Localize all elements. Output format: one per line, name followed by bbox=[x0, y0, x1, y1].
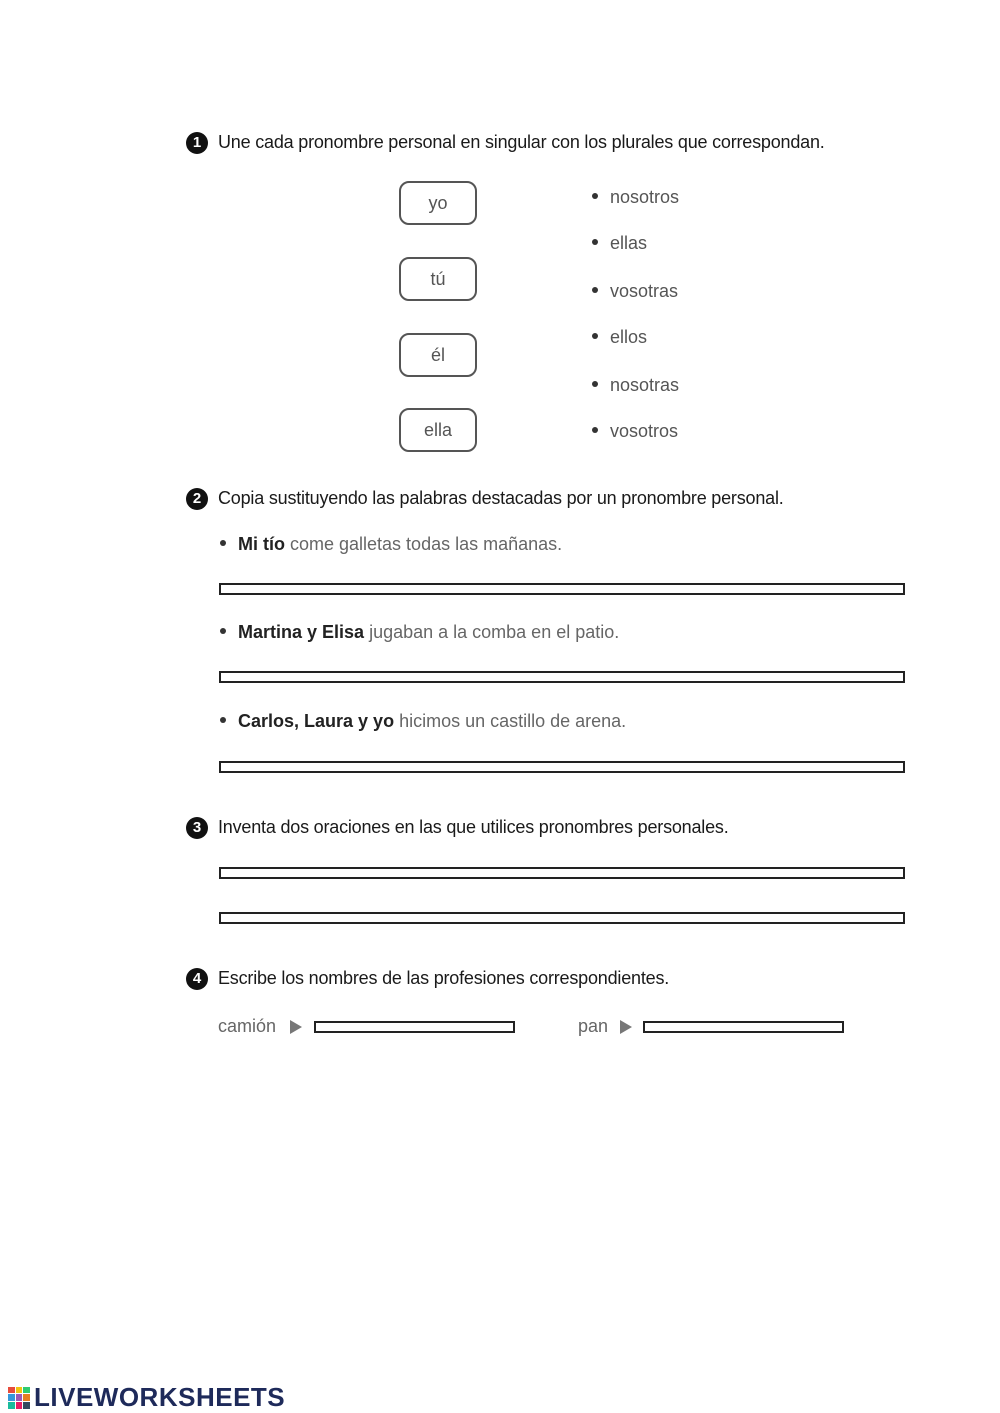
sentence-item bbox=[220, 534, 562, 555]
plural-option[interactable] bbox=[592, 421, 678, 442]
plural-option[interactable] bbox=[592, 233, 647, 254]
logo-square bbox=[8, 1402, 15, 1409]
pronoun-box-tu[interactable]: tú bbox=[399, 257, 477, 301]
logo-square bbox=[23, 1394, 30, 1401]
plural-option[interactable] bbox=[592, 327, 647, 348]
bullet-icon bbox=[592, 427, 598, 433]
exercise-4-number: 4 bbox=[186, 968, 208, 990]
sentence-rest: hicimos un castillo de arena. bbox=[394, 711, 627, 731]
plural-option-label: nosotros bbox=[610, 187, 680, 207]
highlighted-words: Mi tío bbox=[238, 534, 285, 554]
highlighted-words: Carlos, Laura y yo bbox=[238, 711, 395, 731]
logo-square bbox=[16, 1402, 23, 1409]
logo-icon bbox=[8, 1387, 30, 1409]
profession-word: pan bbox=[578, 1016, 609, 1036]
bullet-icon bbox=[592, 381, 598, 387]
bullet-icon bbox=[220, 628, 226, 634]
answer-field[interactable] bbox=[219, 761, 905, 773]
plural-option[interactable] bbox=[592, 375, 679, 396]
footer-logo[interactable] bbox=[8, 1382, 285, 1413]
exercise-4-heading: Escribe los nombres de las profesiones correspondientes. bbox=[218, 968, 670, 988]
bullet-icon bbox=[220, 540, 226, 546]
arrow-right-icon bbox=[620, 1020, 632, 1034]
bullet-icon bbox=[592, 239, 598, 245]
plural-option-label: vosotras bbox=[610, 281, 679, 301]
plural-option-label: nosotras bbox=[610, 375, 680, 395]
exercise-1-heading: Une cada pronombre personal en singular con los plurales que correspondan. bbox=[218, 132, 825, 152]
plural-option[interactable] bbox=[592, 187, 679, 208]
logo-text: LIVEWORKSHEETS bbox=[34, 1382, 286, 1412]
sentence-item bbox=[220, 622, 619, 643]
logo-square bbox=[23, 1387, 30, 1394]
exercise-2-number: 2 bbox=[186, 488, 208, 510]
highlighted-words: Martina y Elisa bbox=[238, 622, 365, 642]
plural-option[interactable] bbox=[592, 281, 678, 302]
plural-option-label: ellos bbox=[610, 327, 648, 347]
pronoun-box-el[interactable]: él bbox=[399, 333, 477, 377]
logo-square bbox=[16, 1394, 23, 1401]
exercise-3-number: 3 bbox=[186, 817, 208, 839]
answer-field[interactable] bbox=[643, 1021, 844, 1033]
logo-square bbox=[16, 1387, 23, 1394]
logo-square bbox=[23, 1402, 30, 1409]
plural-option-label: ellas bbox=[610, 233, 648, 253]
answer-field[interactable] bbox=[314, 1021, 515, 1033]
logo-square bbox=[8, 1394, 15, 1401]
answer-field[interactable] bbox=[219, 583, 905, 595]
plural-option-label: vosotros bbox=[610, 421, 679, 441]
pronoun-box-ella[interactable]: ella bbox=[399, 408, 477, 452]
bullet-icon bbox=[592, 287, 598, 293]
profession-word: camión bbox=[218, 1016, 277, 1036]
pronoun-box-yo[interactable]: yo bbox=[399, 181, 477, 225]
arrow-right-icon bbox=[290, 1020, 302, 1034]
answer-field[interactable] bbox=[219, 912, 905, 924]
bullet-icon bbox=[220, 717, 226, 723]
exercise-1-number: 1 bbox=[186, 132, 208, 154]
bullet-icon bbox=[592, 193, 598, 199]
exercise-2-heading: Copia sustituyendo las palabras destacadas por un pronombre personal. bbox=[218, 488, 784, 508]
bullet-icon bbox=[592, 333, 598, 339]
sentence-item bbox=[220, 711, 626, 732]
exercise-3-heading: Inventa dos oraciones en las que utilices pronombres personales. bbox=[218, 817, 729, 837]
logo-square bbox=[8, 1387, 15, 1394]
answer-field[interactable] bbox=[219, 867, 905, 879]
sentence-rest: come galletas todas las mañanas. bbox=[285, 534, 563, 554]
sentence-rest: jugaban a la comba en el patio. bbox=[364, 622, 620, 642]
answer-field[interactable] bbox=[219, 671, 905, 683]
